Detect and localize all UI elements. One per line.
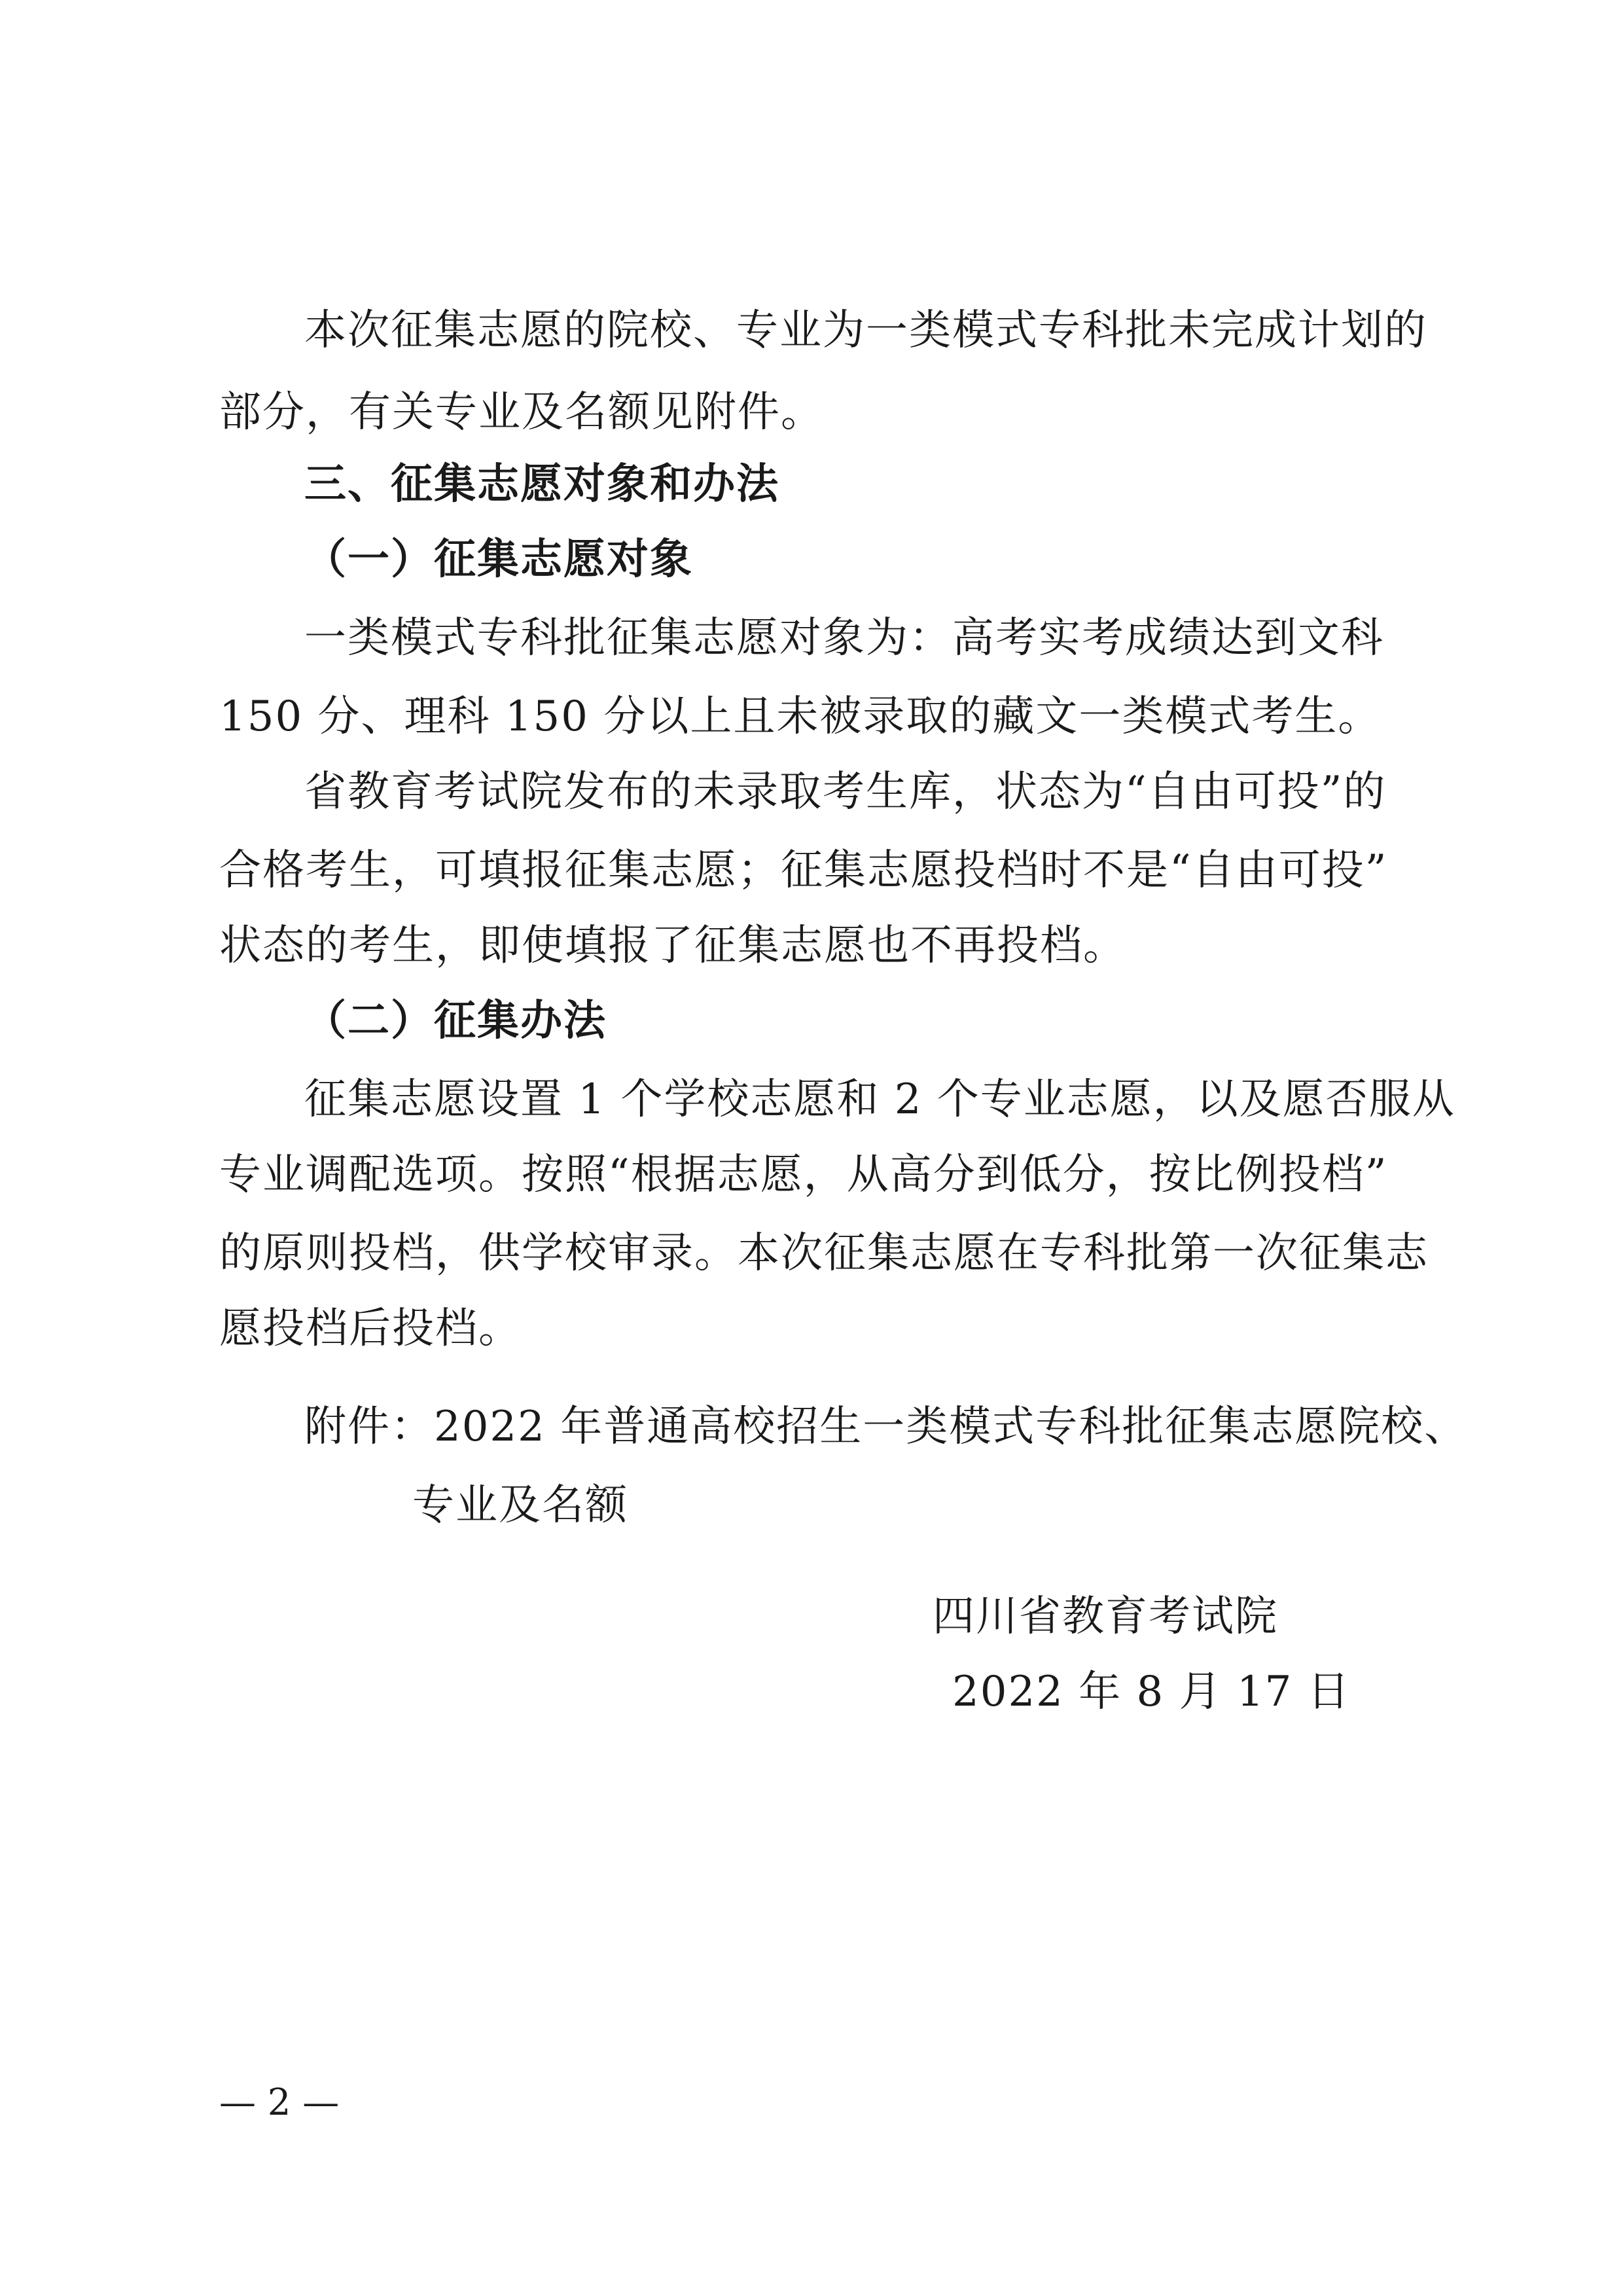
paragraph-3-line-1: 省教育考试院发布的未录取考生库，状态为“自由可投”的 xyxy=(304,768,1387,816)
issuer-name: 四川省教育考试院 xyxy=(933,1592,1278,1641)
paragraph-4-line-1: 征集志愿设置 1 个学校志愿和 2 个专业志愿，以及愿否服从 xyxy=(304,1075,1455,1124)
attachment-line-1: 附件：2022 年普通高校招生一类模式专科批征集志愿院校、 xyxy=(304,1403,1468,1451)
section-3-heading: 三、征集志愿对象和办法 xyxy=(304,460,779,509)
page-number: — 2 — xyxy=(219,2081,340,2124)
paragraph-4-line-2: 专业调配选项。按照“根据志愿，从高分到低分，按比例投档” xyxy=(219,1151,1388,1199)
paragraph-2-line-2: 150 分、理科 150 分以上且未被录取的藏文一类模式考生。 xyxy=(219,692,1382,741)
issue-date: 2022 年 8 月 17 日 xyxy=(952,1668,1351,1716)
attachment-line-2: 专业及名额 xyxy=(412,1481,628,1530)
paragraph-4-line-4: 愿投档后投档。 xyxy=(219,1304,522,1353)
subsection-2-heading: （二）征集办法 xyxy=(304,997,607,1045)
paragraph-2-line-1: 一类模式专科批征集志愿对象为：高考实考成绩达到文科 xyxy=(304,614,1384,662)
paragraph-3-line-2: 合格考生，可填报征集志愿；征集志愿投档时不是“自由可投” xyxy=(219,846,1388,895)
paragraph-1-line-2: 部分，有关专业及名额见附件。 xyxy=(219,388,824,437)
paragraph-1-line-1: 本次征集志愿的院校、专业为一类模式专科批未完成计划的 xyxy=(304,306,1427,355)
subsection-1-heading: （一）征集志愿对象 xyxy=(304,535,693,584)
paragraph-4-line-3: 的原则投档，供学校审录。本次征集志愿在专科批第一次征集志 xyxy=(219,1229,1429,1278)
paragraph-3-line-3: 状态的考生，即使填报了征集志愿也不再投档。 xyxy=(219,922,1126,970)
